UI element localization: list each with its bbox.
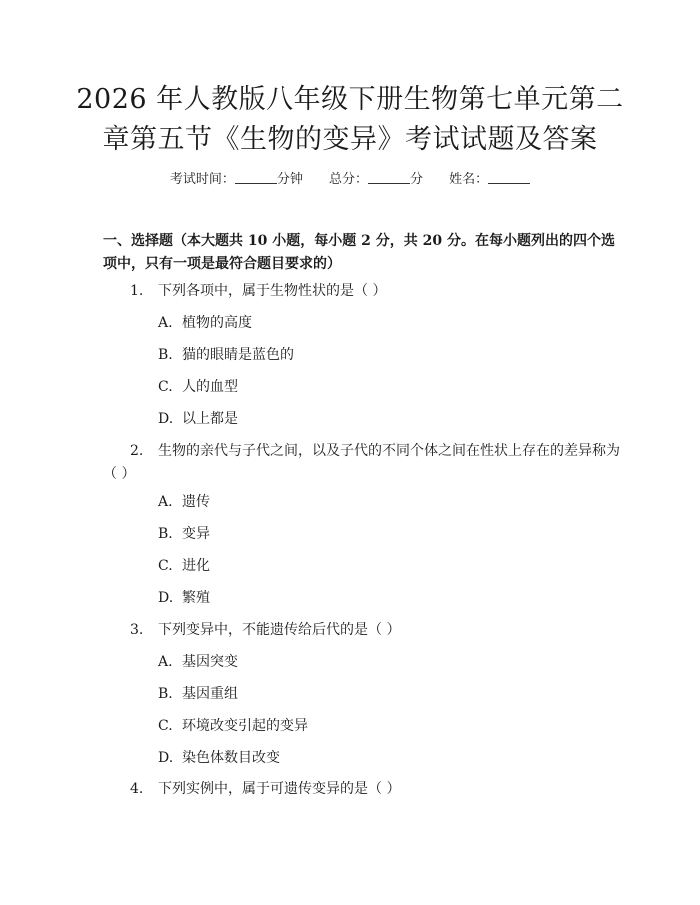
option-text: 以上都是 (182, 411, 238, 427)
option-2b (158, 524, 210, 544)
option-letter: B. (158, 686, 173, 702)
option-1c (158, 377, 238, 397)
option-letter: D. (158, 590, 174, 606)
option-text: 变异 (182, 526, 210, 542)
student-name-field (449, 168, 530, 187)
question-text: 下列实例中，属于可遗传变异的是（ ） (158, 781, 401, 797)
option-2d (158, 588, 210, 608)
option-letter: D. (158, 411, 174, 427)
exam-time-field (170, 168, 303, 187)
option-letter: A. (158, 315, 173, 331)
question-3 (103, 619, 623, 642)
option-text: 人的血型 (182, 379, 238, 395)
question-1 (103, 280, 623, 303)
option-text: 繁殖 (182, 590, 210, 606)
option-letter: D. (158, 750, 174, 766)
question-4 (103, 778, 623, 801)
exam-time-unit: 分钟 (276, 172, 303, 187)
question-text: 生物的亲代与子代之间，以及子代的不同个体之间在性状上存在的差异称为（ ） (103, 443, 620, 482)
total-score-blank (368, 171, 410, 184)
total-score-field (329, 168, 423, 187)
page-title (60, 80, 640, 160)
title-line-1: 2026 年人教版八年级下册生物第七单元第二 (76, 84, 624, 115)
option-1b (158, 345, 294, 365)
option-3a (158, 652, 238, 672)
option-letter: C. (158, 558, 173, 574)
exam-time-blank (235, 171, 277, 184)
option-letter: A. (158, 494, 173, 510)
option-letter: B. (158, 526, 173, 542)
option-text: 猫的眼睛是蓝色的 (182, 347, 294, 363)
option-2a (158, 492, 210, 512)
question-number: 4. (130, 781, 144, 797)
question-2 (103, 440, 623, 486)
option-3d (158, 748, 280, 768)
student-name-label: 姓名： (449, 172, 489, 187)
question-text: 下列变异中，不能遗传给后代的是（ ） (158, 622, 401, 638)
option-letter: A. (158, 654, 173, 670)
question-number: 2. (130, 443, 144, 459)
section-header: 一、选择题（本大题共 10 小题，每小题 2 分，共 20 分。在每小题列出的四个选项中，只有一项是最符合题目要求的） (103, 233, 615, 272)
student-name-blank (488, 171, 530, 184)
option-letter: C. (158, 379, 173, 395)
total-score-label: 总分： (328, 172, 368, 187)
option-text: 植物的高度 (182, 315, 252, 331)
option-text: 染色体数目改变 (182, 750, 280, 766)
question-text: 下列各项中，属于生物性状的是（ ） (158, 283, 387, 299)
title-line-2: 章第五节《生物的变异》考试试题及答案 (102, 124, 598, 155)
option-text: 环境改变引起的变异 (182, 718, 308, 734)
option-text: 基因突变 (182, 654, 238, 670)
question-number: 3. (130, 622, 144, 638)
option-letter: C. (158, 718, 173, 734)
option-2c (158, 556, 210, 576)
question-number: 1. (130, 283, 144, 299)
option-text: 遗传 (182, 494, 210, 510)
option-letter: B. (158, 347, 173, 363)
option-3c (158, 716, 308, 736)
total-score-unit: 分 (410, 172, 424, 187)
option-text: 进化 (182, 558, 210, 574)
option-1a (158, 313, 252, 333)
exam-time-label: 考试时间： (169, 172, 235, 187)
option-text: 基因重组 (182, 686, 238, 702)
option-3b (158, 684, 238, 704)
exam-info-row (0, 168, 700, 187)
option-1d (158, 409, 238, 429)
